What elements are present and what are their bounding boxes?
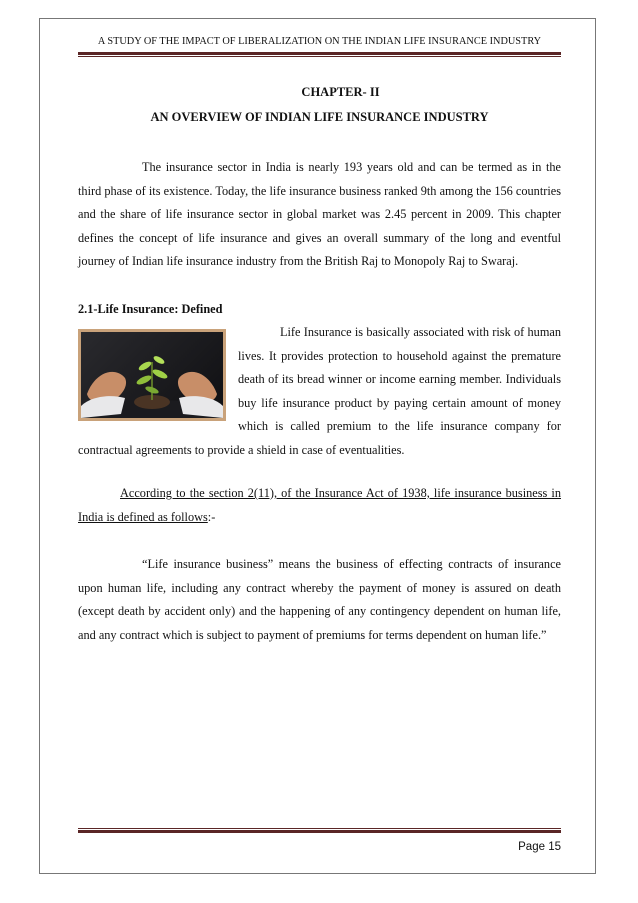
section-body-block [78, 321, 561, 462]
footer-rule [78, 828, 561, 833]
chapter-title: AN OVERVIEW OF INDIAN LIFE INSURANCE INDUSTRY [150, 109, 489, 124]
act-reference-suffix: :- [207, 509, 216, 524]
chapter-label: CHAPTER- II [301, 85, 380, 99]
definition-quote: “Life insurance business” means the business of effecting contracts of insurance upon human life, including any contract whereby the payment of money is assured on death (except death by accident only) and the happening of any contingency dependent on human life, and any contract which is subject to payment of premiums for terms dependent on human life.” [78, 557, 561, 642]
running-header: A STUDY OF THE IMPACT OF LIBERALIZATION ON THE INDIAN LIFE INSURANCE INDUSTRY [97, 36, 542, 47]
header-rule [78, 52, 561, 57]
seedling-in-hands-photo [78, 329, 226, 421]
intro-paragraph: The insurance sector in India is nearly 193 years old and can be termed as in the third phase of its existence. Today, the life insurance business ranked 9th among the 156 countries and the share of life insurance sector in global market was 2.45 percent in 2009. This chapter defines the concept of life insurance and gives an overall summary of the long and eventful journey of Indian life insurance industry from the British Raj to Monopoly Raj to Swaraj. [78, 160, 561, 268]
section-heading: 2.1-Life Insurance: Defined [78, 301, 223, 316]
act-paragraph [78, 482, 561, 529]
act-reference-text: According to the section 2(11), of the Insurance Act of 1938, life insurance business in India is defined as follows [78, 486, 561, 524]
section-body: Life Insurance is basically associated with risk of human lives. It provides protection to household against the premature death of its bread winner or income earning member. Individuals buy life insurance product by paying certain amount of money which is called premium to the life insurance company for contractual agreements to provide a shield in case of eventualities. [78, 325, 561, 457]
page-content [78, 81, 561, 647]
page-number: Page 15 [518, 841, 561, 853]
seedling-illustration [81, 332, 223, 418]
